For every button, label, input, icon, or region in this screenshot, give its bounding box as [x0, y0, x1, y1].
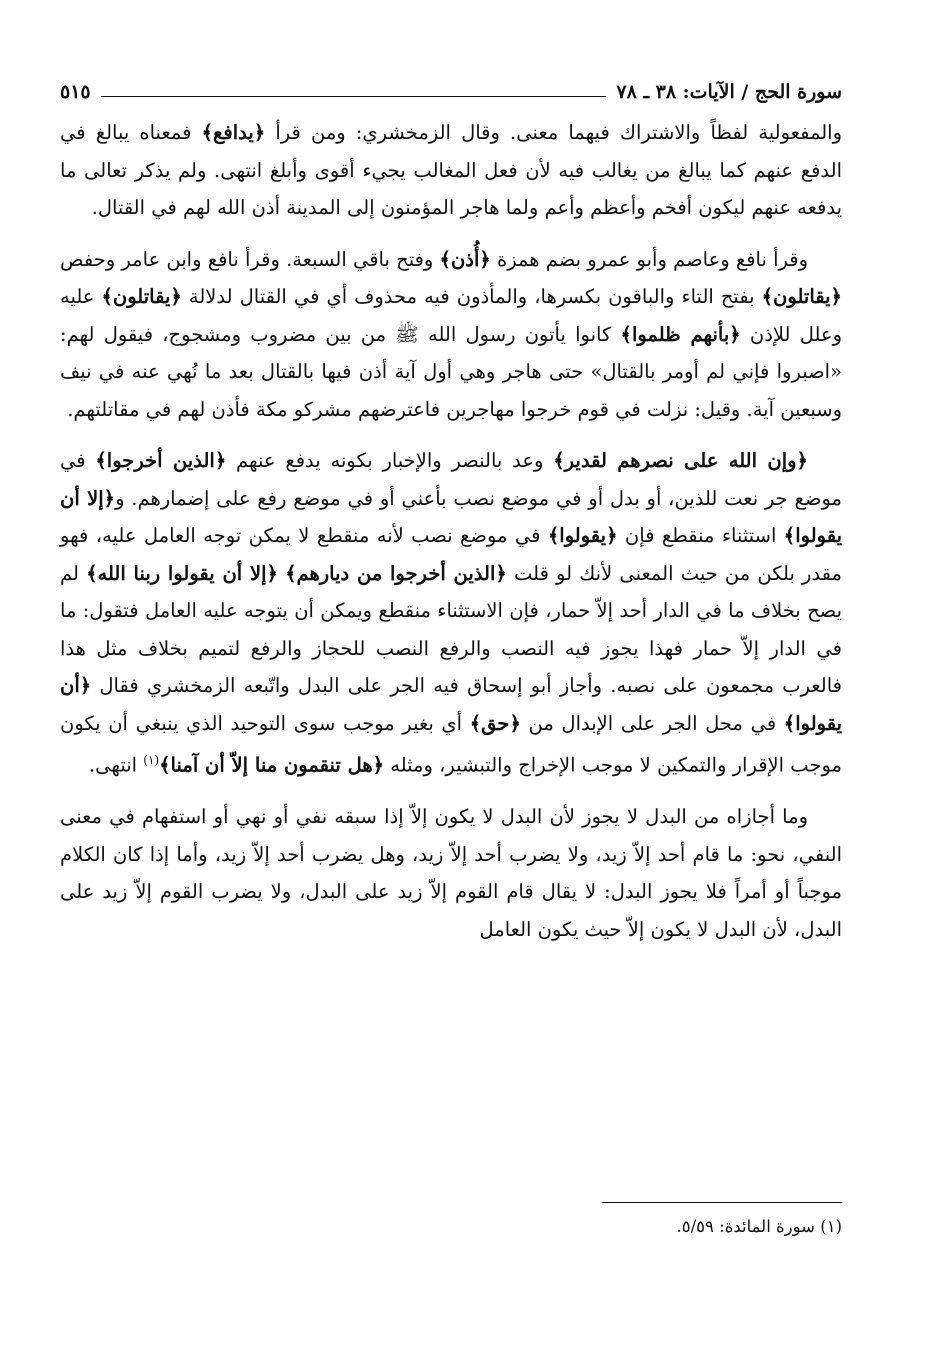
quran-quote: ﴿حق﴾	[469, 711, 521, 735]
paragraph	[60, 798, 842, 948]
quran-quote: ﴿إلا أن يقولوا ربنا الله﴾	[86, 561, 278, 585]
footnote-rule	[602, 1202, 842, 1203]
quran-quote: ﴿بأنهم ظلموا﴾	[620, 322, 741, 346]
footnote-marker: (١)	[143, 753, 160, 767]
text-run: في موضع جر نعت للذين، أو بدل أو في موضع نصب بأعني أو في موضع رفع على إضمارهم. و	[60, 449, 842, 510]
quran-quote: ﴿الذين أخرجوا من ديارهم﴾	[285, 561, 507, 585]
quran-quote: ﴿يدافع﴾	[201, 121, 266, 144]
text-run: فمعناه يبالغ في الدفع عنهم كما يبالغ من يغالب فيه لأن فعل المغالب يجيء أقوى وأبلغ انتهى. ولم يذكر تعالى ما يدفعه عنهم ليكون أفخم وأعظم وأعم ولما هاجر المؤمنون إلى المدينة أذن الله لهم في القتال.	[60, 121, 842, 219]
paragraph	[60, 241, 842, 429]
text-run	[278, 562, 285, 585]
text-run: وقرأ نافع وعاصم وأبو عمرو بضم همزة	[490, 247, 808, 271]
text-run: كانوا يأتون رسول الله ﷺ من بين مضروب ومشجوج، فيقول لهم: «اصبروا فإني لم أومر بالقتال» حتى هاجر وهي أول آية أذن فيها بالقتال بعد ما نُهي عنه في نيف وسبعين آية. وقيل: نزلت في قوم خرجوا مهاجرين فاعترضهم مشركو مكة فأذن لهم في مقاتلتهم.	[60, 322, 842, 421]
text-run: عليه وعلل للإذن	[60, 285, 842, 346]
text-run: وما أجازاه من البدل لا يجوز لأن البدل لا يكون إلاّ إذا سبقه نفي أو نهي أو استفهام في معنى النفي، نحو: ما قام أحد إلاّ زيد، ولا يضرب أحد إلاّ زيد، وهل يضرب أحد إلاّ زيد، وأما إذا كان الكلام موجباً أو أمراً فلا يجوز البدل: لا يقال قام القوم إلاّ زيد على البدل، ولا يضرب القوم إلاّ زيد على البدل، لأن البدل لا يكون إلاّ حيث يكون العامل	[60, 805, 842, 941]
paragraph	[60, 114, 842, 227]
text-run: والمفعولية لفظاً والاشتراك فيهما معنى. وقال الزمخشري: ومن قرأ	[265, 121, 842, 144]
paragraph	[60, 442, 842, 784]
running-head	[60, 72, 842, 112]
text-run: وعد بالنصر والإخبار بكونه يدفع عنهم	[226, 449, 554, 472]
text-run: أي بغير موجب سوى التوحيد الذي ينبغي أن يكون موجب الإقرار والتمكين لا موجب الإخراج والتبشير، ومثله	[60, 711, 842, 777]
quran-quote: ﴿يقولوا﴾	[547, 524, 618, 547]
text-run: استثناء منقطع فإن	[617, 524, 784, 547]
quran-quote: ﴿الذين أخرجوا﴾	[95, 449, 227, 472]
text-run: وفتح باقي السبعة. وقرأ نافع وابن عامر وحفص	[60, 247, 440, 271]
text-run: بفتح التاء والباقون بكسرها، والمأذون فيه محذوف أي في القتال لدلالة	[181, 285, 762, 308]
footnotes	[60, 1202, 842, 1241]
header-rule	[101, 96, 607, 97]
quran-quote: ﴿هل تنقمون منا إلاّ أن آمنا﴾	[159, 753, 385, 777]
quran-quote: ﴿إلا أن يقولوا﴾	[60, 486, 843, 547]
text-run: انتهى.	[88, 753, 144, 777]
text-run: في محل الجر على الإبدال من	[520, 711, 784, 735]
text-run: في موضع نصب لأنه منقطع لا يمكن توجه العامل عليه، فهو مقدر بلكن من حيث المعنى لأنك لو قلت	[60, 524, 842, 585]
book-page	[60, 72, 842, 1302]
quran-quote: ﴿أن يقولوا﴾	[60, 674, 843, 735]
body-text	[60, 114, 842, 948]
quran-quote: ﴿يقاتلون﴾	[101, 285, 182, 308]
footnote: (١) سورة المائدة: ٥/٥٩.	[676, 1217, 842, 1236]
chapter-title: سورة الحج / الآيات: ٣٨ ـ ٧٨	[616, 81, 842, 103]
text-run: لم يصح بخلاف ما في الدار أحد إلاّ حمار، فإن الاستثناء منقطع ويمكن أن يتوجه عليه العامل فتقول: ما في الدار إلاّ حمار فهذا يجوز فيه النصب والرفع النصب للحجاز والرفع لتميم بخلاف مثل هذا فالعرب مجمعون على نصبه. وأجاز أبو إسحاق فيه الجر على البدل واتّبعه الزمخشري فقال	[60, 561, 842, 697]
page-number: ٥١٥	[60, 81, 91, 103]
quran-quote: ﴿أُذن﴾	[439, 247, 491, 271]
quran-quote: ﴿وإن الله على نصرهم لقدير﴾	[553, 449, 808, 472]
quran-quote: ﴿يقاتلون﴾	[761, 285, 842, 308]
